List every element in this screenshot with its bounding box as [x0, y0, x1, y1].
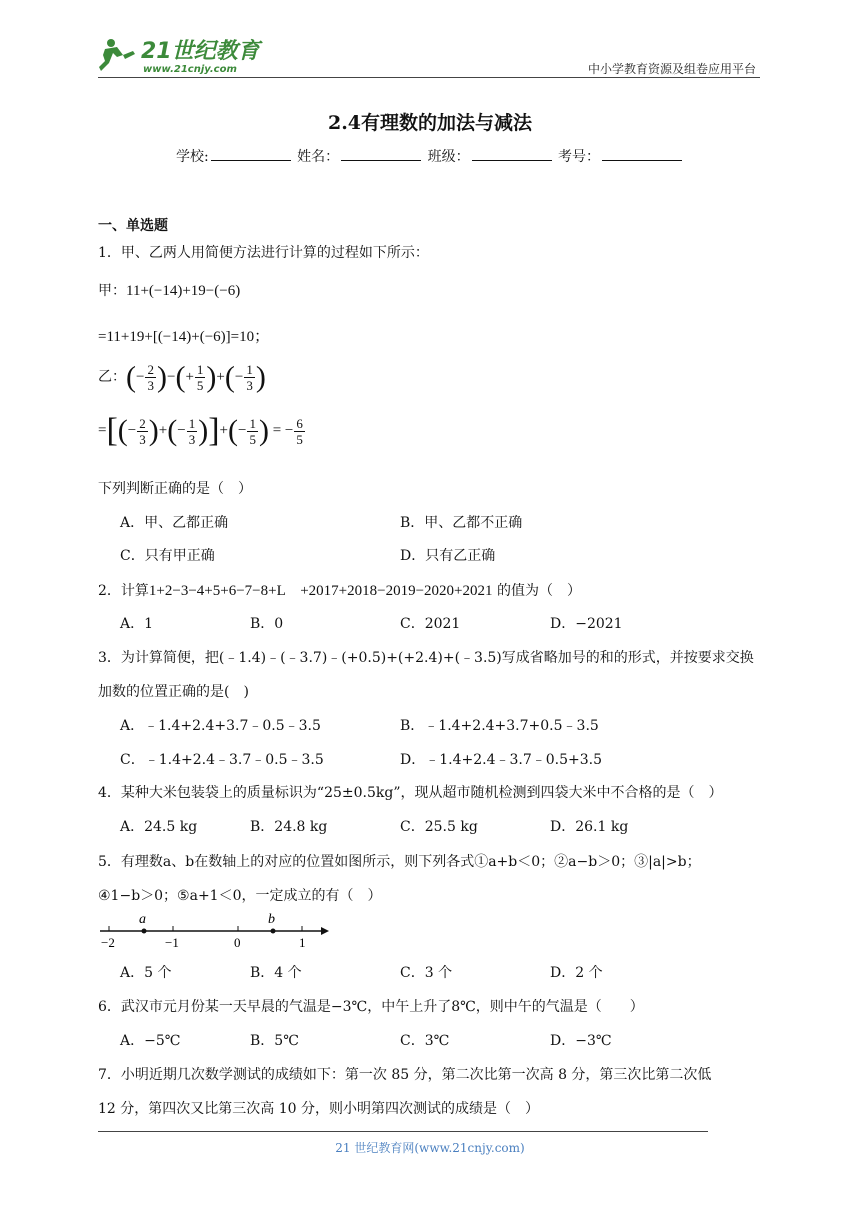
- exam-number-field[interactable]: [602, 148, 682, 161]
- q2-option-b[interactable]: B．0: [250, 616, 284, 632]
- q4-option-a[interactable]: A．24.5 kg: [120, 819, 198, 835]
- svg-text:21世纪教育: 21世纪教育: [141, 39, 260, 64]
- name-field[interactable]: [341, 148, 421, 161]
- q3-line1: 3．为计算简便，把(﹣1.4)﹣(﹣3.7)﹣(+0.5)+(+2.4)+(﹣3.5)写成省略加号的和的形式，并按要求交换: [98, 650, 754, 666]
- axis-label-1: 1: [299, 935, 306, 950]
- exam-number-label: 考号：: [558, 149, 601, 165]
- q7-line1: 7．小明近期几次数学测试的成绩如下：第一次 85 分，第二次比第一次高 8 分，第三次比第二次低: [98, 1067, 712, 1083]
- point-b: [271, 929, 276, 934]
- q1-option-b[interactable]: B．甲、乙都不正确: [400, 515, 523, 531]
- header-divider: [98, 77, 760, 78]
- q3-line2: 加数的位置正确的是( ): [98, 684, 249, 700]
- q4-option-c[interactable]: C．25.5 kg: [400, 819, 478, 835]
- site-logo: [95, 33, 265, 77]
- footer-text[interactable]: 21 世纪教育网(www.21cnjy.com): [335, 1141, 525, 1155]
- section-heading: 一、单选题: [98, 218, 168, 234]
- svg-text:www.21cnjy.com: www.21cnjy.com: [143, 64, 237, 75]
- point-b-label: b: [268, 912, 275, 927]
- q6-option-d[interactable]: D．−3℃: [550, 1033, 612, 1049]
- number-line-figure: [95, 910, 335, 952]
- platform-name: 中小学教育资源及组卷应用平台: [587, 62, 756, 76]
- q5-option-d[interactable]: D．2 个: [550, 965, 603, 981]
- q4-option-d[interactable]: D．26.1 kg: [550, 819, 629, 835]
- q5-option-c[interactable]: C．3 个: [400, 965, 453, 981]
- q5-option-b[interactable]: B．4 个: [250, 965, 302, 981]
- axis-arrow-icon: [321, 927, 329, 935]
- q6-option-a[interactable]: A．−5℃: [120, 1033, 181, 1049]
- q1-ask: 下列判断正确的是（ ）: [98, 481, 252, 497]
- footer-divider: [98, 1131, 708, 1132]
- q1-option-c[interactable]: C．只有甲正确: [120, 548, 215, 564]
- q1-yi-line1: 乙：(− $\frac{2}{3}$ )−(+ $\frac{1}{5}$ )+(− $\frac{1}{3}$ ): [98, 360, 266, 394]
- q1-option-d[interactable]: D．只有乙正确: [400, 548, 496, 564]
- q5-option-a[interactable]: A．5 个: [120, 965, 172, 981]
- q1-yi-line2: =[(− $\frac{2}{3}$ )+(− $\frac{1}{3}$ )]+(− $\frac{1}{5}$ ) = − $\frac{6}{5}$: [98, 412, 303, 449]
- q4-stem: 4．某种大米包装袋上的质量标识为“25±0.5kg”，现从超市随机检测到四袋大米中不合格的是（ ）: [98, 785, 723, 801]
- point-a-label: a: [139, 912, 146, 927]
- q2-stem: 2．计算1+2−3−4+5+6−7−8+L +2017+2018−2019−2020+2021 的值为（ ）: [98, 583, 581, 599]
- school-label: 学校:: [175, 149, 209, 165]
- q3-option-d[interactable]: D．﹣1.4+2.4﹣3.7﹣0.5+3.5: [400, 752, 603, 768]
- name-label: 姓名：: [297, 149, 340, 165]
- q6-option-c[interactable]: C．3℃: [400, 1033, 450, 1049]
- q4-option-b[interactable]: B．24.8 kg: [250, 819, 328, 835]
- student-info: [0, 146, 860, 166]
- q5-line1: 5．有理数a、b在数轴上的对应的位置如图所示，则下列各式①a+b＜0；②a−b＞0；③|a|>b；: [98, 854, 701, 870]
- q1-option-a[interactable]: A．甲、乙都正确: [120, 515, 229, 531]
- q1-stem: 1．甲、乙两人用简便方法进行计算的过程如下所示：: [98, 245, 429, 261]
- q3-option-b[interactable]: B．﹣1.4+2.4+3.7+0.5﹣3.5: [400, 718, 599, 734]
- q6-stem: 6．武汉市元月份某一天早晨的气温是−3℃，中午上升了8℃，则中午的气温是（ ）: [98, 999, 644, 1015]
- q1-jia-line2: =11+19+[(−14)+(−6)]=10；: [98, 329, 270, 345]
- q2-option-c[interactable]: C．2021: [400, 616, 461, 632]
- class-label: 班级：: [427, 149, 470, 165]
- page-title: 2.4有理数的加法与减法: [327, 112, 533, 134]
- q7-line2: 12 分，第四次又比第三次高 10 分，则小明第四次测试的成绩是（ ）: [98, 1101, 539, 1117]
- q2-option-a[interactable]: A．1: [120, 616, 154, 632]
- point-a: [142, 929, 147, 934]
- q3-option-c[interactable]: C．﹣1.4+2.4﹣3.7﹣0.5﹣3.5: [120, 752, 324, 768]
- class-field[interactable]: [472, 148, 552, 161]
- axis-label-0: 0: [234, 935, 241, 950]
- axis-label-minus2: −2: [101, 935, 115, 950]
- q3-option-a[interactable]: A．﹣1.4+2.4+3.7﹣0.5﹣3.5: [120, 718, 321, 734]
- q5-line2: ④1−b＞0；⑤a+1＜0，一定成立的有（ ）: [98, 888, 382, 904]
- q1-jia-line1: 甲：11+(−14)+19−(−6): [98, 283, 241, 299]
- q2-option-d[interactable]: D．−2021: [550, 616, 623, 632]
- axis-label-minus1: −1: [165, 935, 179, 950]
- school-field[interactable]: [211, 148, 291, 161]
- q6-option-b[interactable]: B．5℃: [250, 1033, 299, 1049]
